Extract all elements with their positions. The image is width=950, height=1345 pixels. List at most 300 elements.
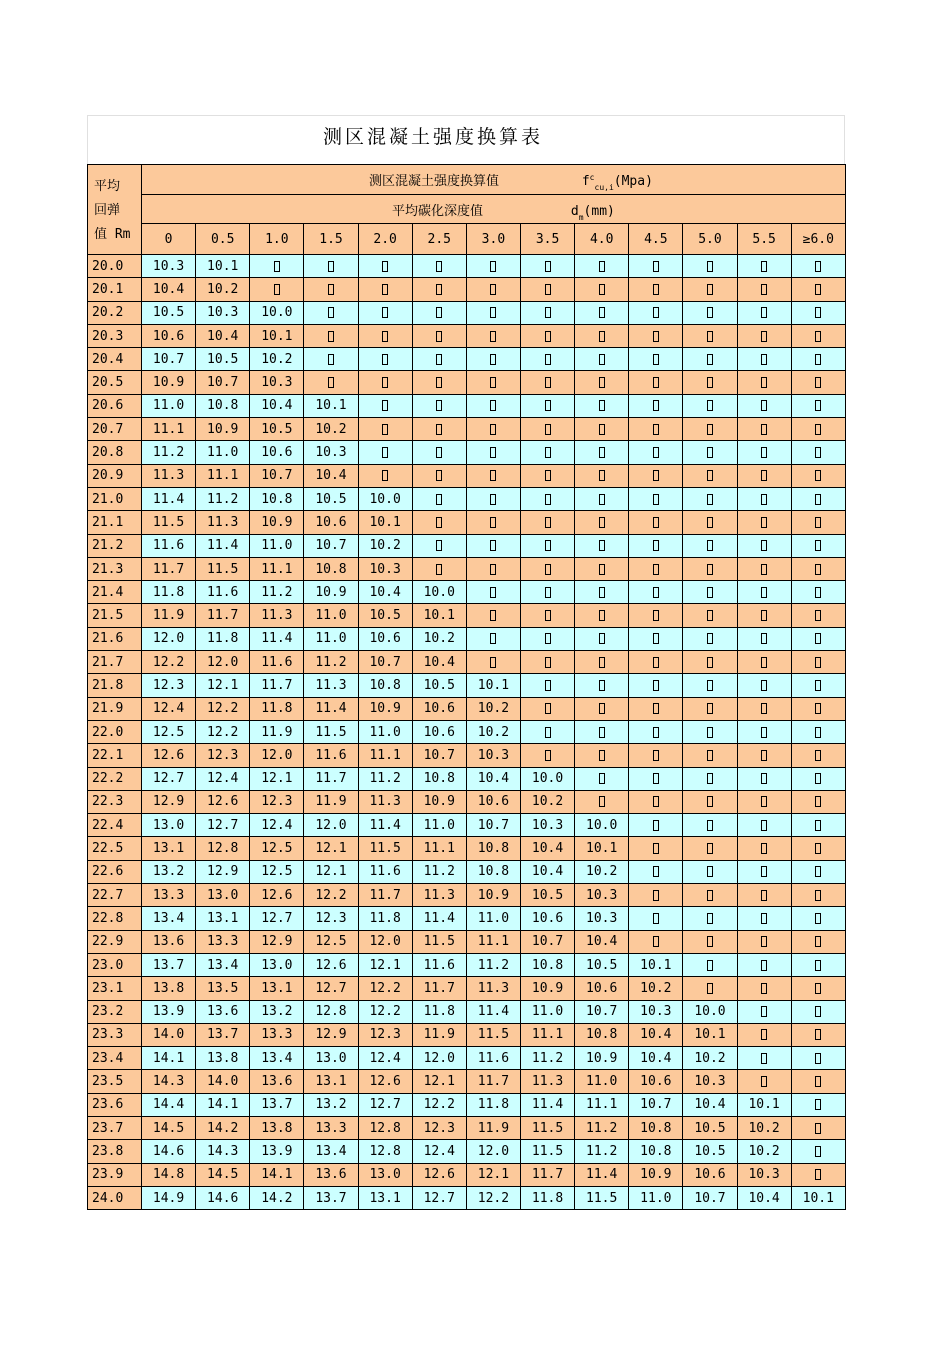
- strength-value-cell: 11.1: [196, 464, 250, 487]
- rm-value-cell: 20.6: [88, 394, 142, 417]
- empty-value-cell: [629, 930, 683, 953]
- empty-value-cell: [629, 907, 683, 930]
- placeholder-box-icon: [653, 447, 659, 458]
- strength-value-cell: 14.5: [196, 1163, 250, 1186]
- strength-value-cell: 10.6: [412, 720, 466, 743]
- empty-value-cell: [575, 371, 629, 394]
- empty-value-cell: [412, 441, 466, 464]
- rm-value-cell: 20.1: [88, 278, 142, 301]
- empty-value-cell: [412, 394, 466, 417]
- strength-value-cell: 10.2: [737, 1116, 791, 1139]
- empty-value-cell: [683, 255, 737, 278]
- placeholder-box-icon: [707, 587, 713, 598]
- empty-value-cell: [791, 674, 845, 697]
- placeholder-box-icon: [490, 494, 496, 505]
- strength-value-cell: 11.4: [575, 1163, 629, 1186]
- placeholder-box-icon: [815, 400, 821, 411]
- strength-value-cell: 11.0: [520, 1000, 574, 1023]
- strength-value-cell: 13.1: [142, 837, 196, 860]
- empty-value-cell: [629, 767, 683, 790]
- empty-value-cell: [791, 884, 845, 907]
- strength-value-cell: 10.4: [250, 394, 304, 417]
- empty-value-cell: [629, 534, 683, 557]
- placeholder-box-icon: [653, 517, 659, 528]
- placeholder-box-icon: [815, 866, 821, 877]
- strength-symbol-sub: cu,i: [594, 183, 614, 192]
- empty-value-cell: [520, 534, 574, 557]
- table-row: [88, 907, 846, 930]
- empty-value-cell: [629, 324, 683, 347]
- strength-value-cell: 10.4: [629, 1023, 683, 1046]
- table-row: [88, 464, 846, 487]
- strength-value-cell: 11.8: [250, 697, 304, 720]
- empty-value-cell: [358, 394, 412, 417]
- placeholder-box-icon: [815, 750, 821, 761]
- page-title: 测区混凝土强度换算表: [323, 126, 544, 148]
- strength-value-cell: 10.4: [575, 930, 629, 953]
- empty-value-cell: [683, 394, 737, 417]
- placeholder-box-icon: [761, 564, 767, 575]
- placeholder-box-icon: [815, 960, 821, 971]
- placeholder-box-icon: [599, 773, 605, 784]
- empty-value-cell: [737, 674, 791, 697]
- empty-value-cell: [791, 744, 845, 767]
- table-row: [88, 674, 846, 697]
- placeholder-box-icon: [599, 703, 605, 714]
- strength-value-cell: 13.0: [250, 953, 304, 976]
- placeholder-box-icon: [490, 610, 496, 621]
- placeholder-box-icon: [490, 657, 496, 668]
- strength-value-cell: 11.8: [466, 1093, 520, 1116]
- strength-value-cell: 10.3: [196, 301, 250, 324]
- placeholder-box-icon: [382, 424, 388, 435]
- placeholder-box-icon: [490, 540, 496, 551]
- empty-value-cell: [575, 255, 629, 278]
- empty-value-cell: [629, 627, 683, 650]
- placeholder-box-icon: [599, 261, 605, 272]
- empty-value-cell: [412, 371, 466, 394]
- empty-value-cell: [466, 627, 520, 650]
- strength-value-cell: 11.2: [520, 1047, 574, 1070]
- placeholder-box-icon: [599, 377, 605, 388]
- placeholder-box-icon: [707, 960, 713, 971]
- rm-value-cell: 20.4: [88, 348, 142, 371]
- placeholder-box-icon: [274, 284, 280, 295]
- table-row: [88, 487, 846, 510]
- empty-value-cell: [791, 487, 845, 510]
- strength-value-cell: 11.0: [304, 604, 358, 627]
- empty-value-cell: [520, 394, 574, 417]
- placeholder-box-icon: [815, 703, 821, 714]
- empty-value-cell: [466, 581, 520, 604]
- strength-value-cell: 10.2: [737, 1140, 791, 1163]
- empty-value-cell: [629, 860, 683, 883]
- strength-value-cell: 13.4: [196, 953, 250, 976]
- placeholder-box-icon: [545, 727, 551, 738]
- placeholder-box-icon: [436, 494, 442, 505]
- empty-value-cell: [629, 301, 683, 324]
- empty-value-cell: [791, 348, 845, 371]
- strength-value-cell: 10.4: [196, 324, 250, 347]
- rm-value-cell: 22.3: [88, 790, 142, 813]
- placeholder-box-icon: [707, 377, 713, 388]
- rm-value-cell: 21.7: [88, 651, 142, 674]
- placeholder-box-icon: [545, 400, 551, 411]
- strength-value-cell: 12.6: [142, 744, 196, 767]
- empty-value-cell: [412, 301, 466, 324]
- placeholder-box-icon: [815, 680, 821, 691]
- strength-value-cell: 12.3: [304, 907, 358, 930]
- empty-value-cell: [683, 837, 737, 860]
- strength-value-cell: 10.6: [142, 324, 196, 347]
- strength-value-cell: 11.8: [196, 627, 250, 650]
- rm-value-cell: 23.3: [88, 1023, 142, 1046]
- rm-value-cell: 23.6: [88, 1093, 142, 1116]
- placeholder-box-icon: [382, 284, 388, 295]
- placeholder-box-icon: [815, 610, 821, 621]
- placeholder-box-icon: [382, 354, 388, 365]
- empty-value-cell: [358, 464, 412, 487]
- empty-value-cell: [629, 348, 683, 371]
- empty-value-cell: [683, 744, 737, 767]
- empty-value-cell: [737, 511, 791, 534]
- strength-value-cell: 10.6: [412, 697, 466, 720]
- depth-label: 平均碳化深度值: [392, 203, 484, 219]
- strength-value-cell: 11.5: [304, 720, 358, 743]
- strength-value-cell: 10.3: [737, 1163, 791, 1186]
- strength-value-cell: 12.2: [412, 1093, 466, 1116]
- placeholder-box-icon: [815, 284, 821, 295]
- empty-value-cell: [683, 487, 737, 510]
- empty-value-cell: [629, 278, 683, 301]
- strength-value-cell: 10.7: [304, 534, 358, 557]
- placeholder-box-icon: [382, 377, 388, 388]
- table-row: [88, 1163, 846, 1186]
- strength-value-cell: 13.8: [250, 1116, 304, 1139]
- empty-value-cell: [737, 651, 791, 674]
- placeholder-box-icon: [815, 913, 821, 924]
- placeholder-box-icon: [545, 610, 551, 621]
- strength-value-cell: 10.7: [196, 371, 250, 394]
- strength-value-cell: 13.7: [250, 1093, 304, 1116]
- placeholder-box-icon: [653, 750, 659, 761]
- table-row: [88, 324, 846, 347]
- empty-value-cell: [629, 674, 683, 697]
- strength-value-cell: 13.9: [142, 1000, 196, 1023]
- strength-value-cell: 11.2: [412, 860, 466, 883]
- empty-value-cell: [791, 371, 845, 394]
- placeholder-box-icon: [599, 400, 605, 411]
- placeholder-box-icon: [815, 1076, 821, 1087]
- table-row: [88, 581, 846, 604]
- placeholder-box-icon: [707, 564, 713, 575]
- empty-value-cell: [304, 278, 358, 301]
- empty-value-cell: [683, 860, 737, 883]
- strength-value-cell: 10.7: [629, 1093, 683, 1116]
- strength-value-cell: 14.6: [142, 1140, 196, 1163]
- strength-value-cell: 11.5: [575, 1186, 629, 1209]
- table-row: [88, 255, 846, 278]
- strength-value-cell: 12.7: [358, 1093, 412, 1116]
- rm-value-cell: 20.5: [88, 371, 142, 394]
- empty-value-cell: [791, 907, 845, 930]
- placeholder-box-icon: [707, 890, 713, 901]
- strength-value-cell: 12.4: [142, 697, 196, 720]
- strength-value-cell: 11.6: [196, 581, 250, 604]
- strength-value-cell: 10.3: [304, 441, 358, 464]
- empty-value-cell: [466, 371, 520, 394]
- strength-symbol-sup: c: [589, 173, 595, 182]
- placeholder-box-icon: [761, 470, 767, 481]
- placeholder-box-icon: [545, 680, 551, 691]
- strength-value-cell: 11.9: [466, 1116, 520, 1139]
- empty-value-cell: [358, 255, 412, 278]
- placeholder-box-icon: [545, 377, 551, 388]
- empty-value-cell: [412, 557, 466, 580]
- strength-value-cell: 10.1: [412, 604, 466, 627]
- strength-value-cell: 10.3: [575, 907, 629, 930]
- strength-value-cell: 13.8: [196, 1047, 250, 1070]
- strength-value-cell: 10.4: [142, 278, 196, 301]
- strength-value-cell: 10.2: [304, 418, 358, 441]
- placeholder-box-icon: [490, 400, 496, 411]
- strength-value-cell: 12.1: [466, 1163, 520, 1186]
- strength-value-cell: 13.2: [250, 1000, 304, 1023]
- rm-value-cell: 23.8: [88, 1140, 142, 1163]
- depth-unit: (mm): [583, 203, 615, 219]
- placeholder-box-icon: [653, 727, 659, 738]
- placeholder-box-icon: [436, 400, 442, 411]
- empty-value-cell: [683, 977, 737, 1000]
- empty-value-cell: [791, 651, 845, 674]
- strength-value-cell: 10.5: [142, 301, 196, 324]
- strength-value-cell: 10.4: [629, 1047, 683, 1070]
- strength-value-cell: 10.2: [196, 278, 250, 301]
- placeholder-box-icon: [545, 657, 551, 668]
- empty-value-cell: [737, 464, 791, 487]
- placeholder-box-icon: [490, 564, 496, 575]
- empty-value-cell: [737, 581, 791, 604]
- rm-value-cell: 20.8: [88, 441, 142, 464]
- empty-value-cell: [575, 441, 629, 464]
- strength-value-cell: 11.5: [520, 1140, 574, 1163]
- strength-value-cell: 13.4: [250, 1047, 304, 1070]
- placeholder-box-icon: [436, 564, 442, 575]
- empty-value-cell: [737, 255, 791, 278]
- placeholder-box-icon: [653, 470, 659, 481]
- strength-value-cell: 11.7: [466, 1070, 520, 1093]
- placeholder-box-icon: [707, 936, 713, 947]
- placeholder-box-icon: [653, 866, 659, 877]
- placeholder-box-icon: [761, 1029, 767, 1040]
- empty-value-cell: [575, 651, 629, 674]
- strength-value-cell: 11.5: [466, 1023, 520, 1046]
- depth-header-cell: [142, 195, 846, 224]
- strength-label: 测区混凝土强度换算值: [369, 174, 500, 189]
- strength-value-cell: 10.4: [466, 767, 520, 790]
- rm-value-cell: 21.4: [88, 581, 142, 604]
- table-row: [88, 1070, 846, 1093]
- placeholder-box-icon: [545, 494, 551, 505]
- empty-value-cell: [466, 348, 520, 371]
- empty-value-cell: [683, 581, 737, 604]
- table-row: [88, 1047, 846, 1070]
- placeholder-box-icon: [707, 424, 713, 435]
- placeholder-box-icon: [490, 284, 496, 295]
- placeholder-box-icon: [599, 331, 605, 342]
- strength-value-cell: 10.1: [196, 255, 250, 278]
- placeholder-box-icon: [707, 703, 713, 714]
- empty-value-cell: [575, 324, 629, 347]
- placeholder-box-icon: [761, 540, 767, 551]
- strength-value-cell: 10.5: [250, 418, 304, 441]
- strength-value-cell: 14.1: [142, 1047, 196, 1070]
- strength-value-cell: 10.6: [358, 627, 412, 650]
- depth-columns-row: [88, 224, 846, 255]
- empty-value-cell: [683, 814, 737, 837]
- empty-value-cell: [358, 348, 412, 371]
- placeholder-box-icon: [761, 1076, 767, 1087]
- empty-value-cell: [791, 1070, 845, 1093]
- rm-value-cell: 22.7: [88, 884, 142, 907]
- empty-value-cell: [683, 884, 737, 907]
- strength-value-cell: 10.6: [250, 441, 304, 464]
- placeholder-box-icon: [382, 470, 388, 481]
- conversion-table: [87, 164, 846, 1210]
- empty-value-cell: [466, 324, 520, 347]
- strength-value-cell: 10.2: [629, 977, 683, 1000]
- empty-value-cell: [466, 418, 520, 441]
- depth-column-header: 4.5: [629, 224, 683, 255]
- strength-value-cell: 10.8: [575, 1023, 629, 1046]
- conversion-sheet: [87, 115, 845, 1210]
- placeholder-box-icon: [382, 447, 388, 458]
- placeholder-box-icon: [436, 331, 442, 342]
- placeholder-box-icon: [707, 773, 713, 784]
- empty-value-cell: [520, 301, 574, 324]
- placeholder-box-icon: [815, 517, 821, 528]
- strength-value-cell: 10.4: [520, 837, 574, 860]
- placeholder-box-icon: [653, 843, 659, 854]
- table-row: [88, 720, 846, 743]
- placeholder-box-icon: [815, 261, 821, 272]
- strength-value-cell: 12.2: [196, 720, 250, 743]
- empty-value-cell: [250, 255, 304, 278]
- strength-value-cell: 14.1: [196, 1093, 250, 1116]
- strength-value-cell: 11.5: [196, 557, 250, 580]
- placeholder-box-icon: [328, 354, 334, 365]
- table-row: [88, 953, 846, 976]
- empty-value-cell: [791, 1140, 845, 1163]
- strength-value-cell: 10.8: [520, 953, 574, 976]
- placeholder-box-icon: [653, 564, 659, 575]
- strength-value-cell: 14.4: [142, 1093, 196, 1116]
- strength-value-cell: 12.2: [466, 1186, 520, 1209]
- strength-value-cell: 11.3: [196, 511, 250, 534]
- placeholder-box-icon: [815, 936, 821, 947]
- placeholder-box-icon: [545, 307, 551, 318]
- placeholder-box-icon: [761, 517, 767, 528]
- placeholder-box-icon: [599, 587, 605, 598]
- placeholder-box-icon: [761, 983, 767, 994]
- strength-value-cell: 10.4: [304, 464, 358, 487]
- rm-value-cell: 22.1: [88, 744, 142, 767]
- rm-value-cell: 21.5: [88, 604, 142, 627]
- strength-value-cell: 11.1: [575, 1093, 629, 1116]
- strength-value-cell: 11.4: [196, 534, 250, 557]
- placeholder-box-icon: [328, 284, 334, 295]
- empty-value-cell: [791, 837, 845, 860]
- table-row: [88, 1000, 846, 1023]
- strength-value-cell: 11.7: [412, 977, 466, 1000]
- empty-value-cell: [737, 697, 791, 720]
- empty-value-cell: [575, 674, 629, 697]
- rm-value-cell: 22.8: [88, 907, 142, 930]
- strength-value-cell: 10.2: [358, 534, 412, 557]
- strength-value-cell: 11.5: [358, 837, 412, 860]
- placeholder-box-icon: [436, 517, 442, 528]
- strength-value-cell: 10.8: [358, 674, 412, 697]
- strength-value-cell: 11.5: [412, 930, 466, 953]
- strength-value-cell: 10.7: [520, 930, 574, 953]
- strength-value-cell: 14.9: [142, 1186, 196, 1209]
- placeholder-box-icon: [490, 354, 496, 365]
- table-row: [88, 348, 846, 371]
- empty-value-cell: [737, 324, 791, 347]
- strength-value-cell: 13.2: [304, 1093, 358, 1116]
- strength-value-cell: 11.0: [250, 534, 304, 557]
- strength-value-cell: 12.1: [250, 767, 304, 790]
- empty-value-cell: [737, 441, 791, 464]
- strength-value-cell: 10.0: [683, 1000, 737, 1023]
- strength-value-cell: 13.0: [304, 1047, 358, 1070]
- table-row: [88, 1140, 846, 1163]
- placeholder-box-icon: [490, 517, 496, 528]
- placeholder-box-icon: [761, 773, 767, 784]
- placeholder-box-icon: [707, 727, 713, 738]
- placeholder-box-icon: [815, 633, 821, 644]
- placeholder-box-icon: [815, 1169, 821, 1180]
- placeholder-box-icon: [761, 331, 767, 342]
- table-row: [88, 1093, 846, 1116]
- strength-value-cell: 10.9: [629, 1163, 683, 1186]
- placeholder-box-icon: [490, 587, 496, 598]
- placeholder-box-icon: [274, 261, 280, 272]
- strength-value-cell: 12.9: [304, 1023, 358, 1046]
- strength-value-cell: 10.9: [142, 371, 196, 394]
- strength-value-cell: 12.7: [142, 767, 196, 790]
- strength-value-cell: 11.3: [250, 604, 304, 627]
- empty-value-cell: [629, 604, 683, 627]
- placeholder-box-icon: [815, 820, 821, 831]
- strength-value-cell: 12.1: [358, 953, 412, 976]
- placeholder-box-icon: [653, 354, 659, 365]
- empty-value-cell: [683, 767, 737, 790]
- empty-value-cell: [575, 697, 629, 720]
- empty-value-cell: [737, 557, 791, 580]
- empty-value-cell: [683, 324, 737, 347]
- placeholder-box-icon: [653, 494, 659, 505]
- empty-value-cell: [304, 371, 358, 394]
- placeholder-box-icon: [545, 284, 551, 295]
- placeholder-box-icon: [490, 307, 496, 318]
- empty-value-cell: [683, 278, 737, 301]
- strength-value-cell: 11.2: [575, 1140, 629, 1163]
- empty-value-cell: [629, 651, 683, 674]
- placeholder-box-icon: [815, 796, 821, 807]
- placeholder-box-icon: [761, 796, 767, 807]
- depth-column-header: 1.0: [250, 224, 304, 255]
